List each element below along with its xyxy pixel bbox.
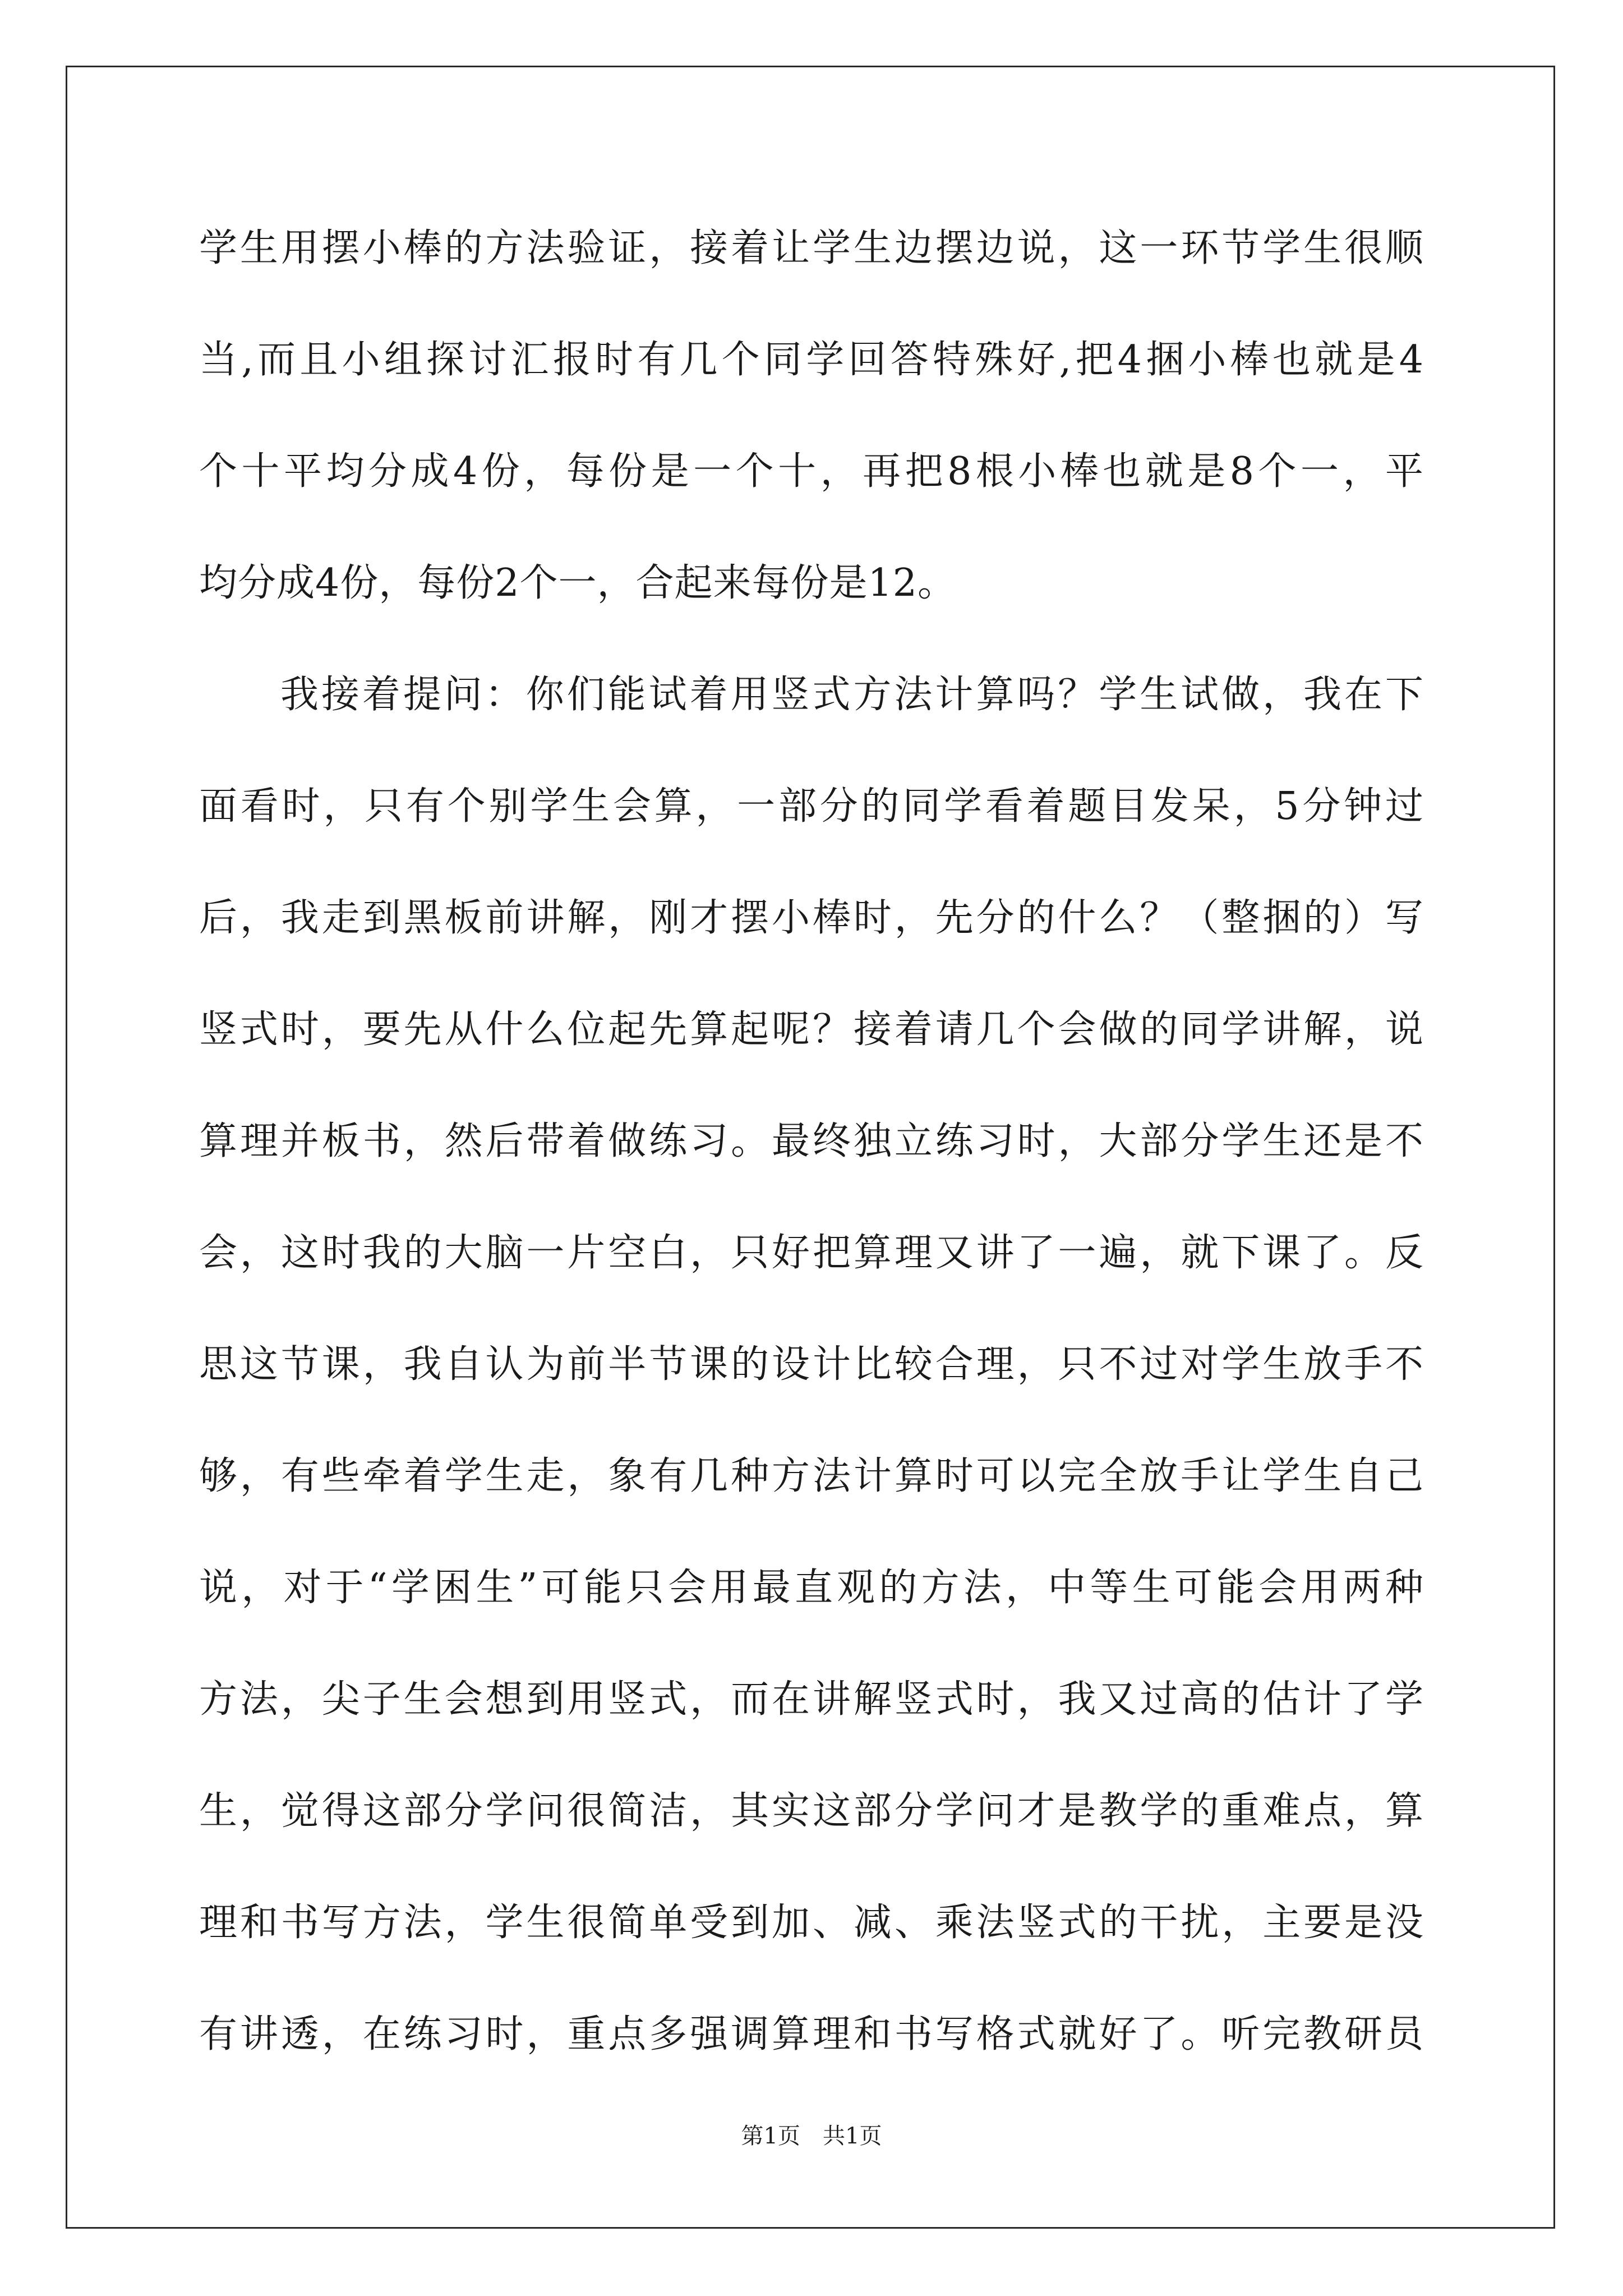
- text-line: 会，这时我的大脑一片空白，只好把算理又讲了一遍，就下课了。反: [199, 1231, 1424, 1275]
- paragraph-first-line: 我接着提问：你们能试着用竖式方法计算吗？学生试做，我在下: [280, 673, 1424, 717]
- text-line: 够，有些牵着学生走，象有几种方法计算时可以完全放手让学生自己: [199, 1454, 1424, 1498]
- text-line: 个十平均分成4份，每份是一个十，再把8根小棒也就是8个一，平: [199, 449, 1424, 494]
- page-footer: 第1页 共1页: [741, 2123, 882, 2149]
- text-line: 均分成4份，每份2个一，合起来每份是12。: [199, 561, 957, 605]
- text-line: 后，我走到黑板前讲解，刚才摆小棒时，先分的什么？（整捆的）写: [199, 896, 1424, 940]
- text-line: 说，对于“学困生”可能只会用最直观的方法，中等生可能会用两种: [199, 1566, 1424, 1610]
- text-line: 算理并板书，然后带着做练习。最终独立练习时，大部分学生还是不: [199, 1119, 1424, 1163]
- text-line: 有讲透，在练习时，重点多强调算理和书写格式就好了。听完教研员: [199, 2012, 1424, 2056]
- text-line: 学生用摆小棒的方法验证，接着让学生边摆边说，这一环节学生很顺: [199, 226, 1424, 270]
- text-line: 生，觉得这部分学问很简洁，其实这部分学问才是教学的重难点，算: [199, 1789, 1424, 1833]
- text-line: 当,而且小组探讨汇报时有几个同学回答特殊好,把4捆小棒也就是4: [199, 338, 1424, 382]
- text-line: 竖式时，要先从什么位起先算起呢？接着请几个会做的同学讲解，说: [199, 1007, 1424, 1052]
- text-line: 方法，尖子生会想到用竖式，而在讲解竖式时，我又过高的估计了学: [199, 1677, 1424, 1722]
- text-line: 理和书写方法，学生很简单受到加、减、乘法竖式的干扰，主要是没: [199, 1901, 1424, 1945]
- text-line: 思这节课，我自认为前半节课的设计比较合理，只不过对学生放手不: [199, 1342, 1424, 1387]
- text-line: 面看时，只有个别学生会算，一部分的同学看着题目发呆，5分钟过: [199, 784, 1424, 829]
